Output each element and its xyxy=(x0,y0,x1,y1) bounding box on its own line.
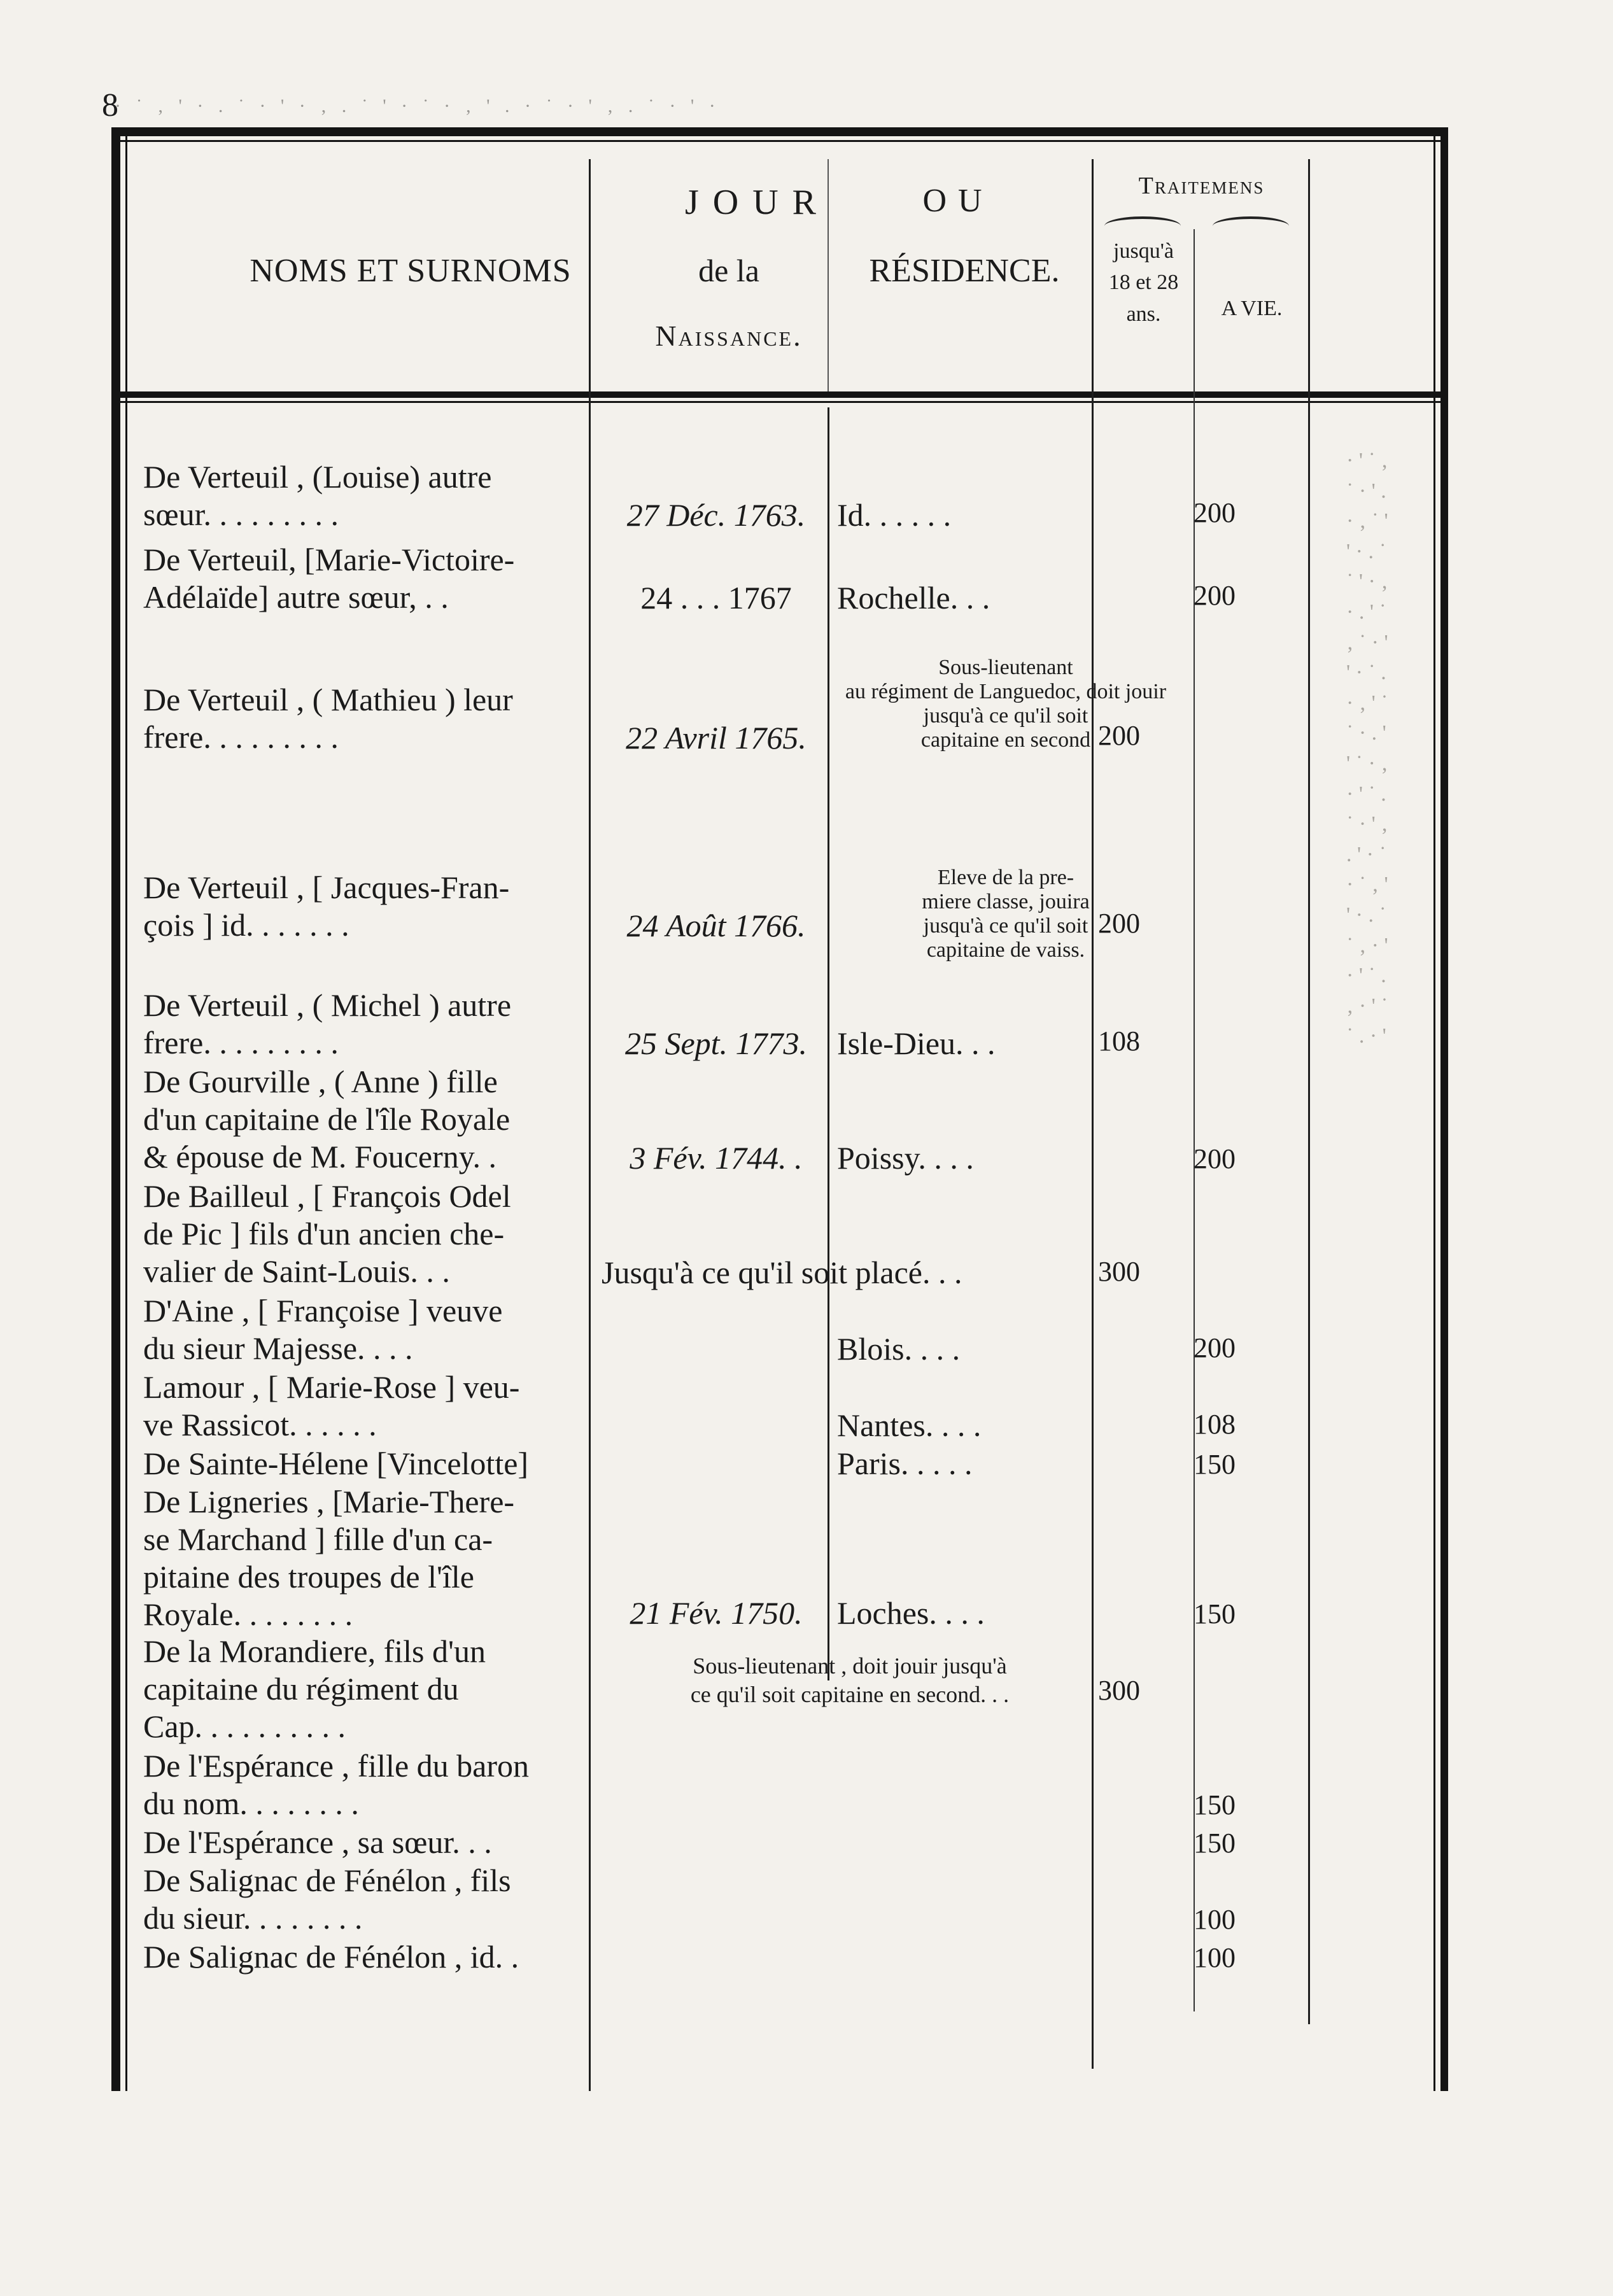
row-name: De l'Espérance , fille du baron du nom. . . . . . . . xyxy=(143,1748,529,1821)
row-date: 21 Fév. 1750. xyxy=(630,1595,803,1631)
row-residence: Isle-Dieu. . . xyxy=(837,1025,996,1061)
header-de-la: de la xyxy=(698,253,759,288)
row-pension-life: 150 xyxy=(1194,1449,1236,1480)
column-divider xyxy=(1092,159,1094,2069)
row-residence: Paris. . . . . xyxy=(837,1446,973,1481)
row-name: De Salignac de Fénélon , fils du sieur. . . . . . . . xyxy=(143,1863,511,1936)
row-name: De Verteuil , ( Mathieu ) leur frere. . . . . . . . . xyxy=(143,682,513,755)
brace-ornament xyxy=(1104,216,1181,236)
row-date: 24 Août 1766. xyxy=(626,908,806,943)
header-naissance: Naissance. xyxy=(655,320,803,352)
bleed-through-noise: · ' ˙ ‚ ˙ · ' . · ‚ ˙ ' ' · . ˙ ˙ ' · ‚ · . ' ˙ ‚ ˙ · ' ' · ˙ . · ‚ ' ˙ ˙ · . ' ' ˙ · ‚ · ' ˙ . ˙ · ' ‚ . ' · ˙ · ˙ ‚ ' ' · . ˙ ˙ ‚ · ' · ' ˙ . ‚ · ' ˙ ˙ . · ' xyxy=(1346,449,1388,1048)
frame-rule xyxy=(111,140,1448,142)
row-date: Jusqu'à ce qu'il soit placé. . . xyxy=(602,1255,962,1290)
row-pension-until: 108 xyxy=(1098,1025,1140,1057)
header-rule xyxy=(111,391,1448,398)
row-name: De Ligneries , [Marie-There- se Marchand ] fille d'un ca- pitaine des troupes de l'île Royale. . . . . . . . xyxy=(143,1484,515,1632)
row-name: De Verteuil , ( Michel ) autre frere. . . . . . . . . xyxy=(143,987,512,1060)
row-name: De Verteuil , [ Jacques-Fran- çois ] id. . . . . . . xyxy=(143,870,510,943)
header-residence: RÉSIDENCE. xyxy=(869,253,1060,289)
row-pension-life: 200 xyxy=(1194,1143,1236,1174)
row-name: D'Aine , [ Françoise ] veuve du sieur Majesse. . . . xyxy=(143,1293,503,1366)
row-date: 24 . . . 1767 xyxy=(640,580,792,616)
frame-rule xyxy=(111,127,1448,136)
row-pension-life: 100 xyxy=(1194,1904,1236,1935)
row-residence: Rochelle. . . xyxy=(837,580,990,616)
header-jusqua: jusqu'à 18 et 28 ans. xyxy=(1108,239,1179,326)
row-name: De Sainte-Hélene [Vincelotte] xyxy=(143,1446,529,1481)
row-residence: Id. . . . . . xyxy=(837,497,952,533)
row-name: De Gourville , ( Anne ) fille d'un capitaine de l'île Royale & épouse de M. Foucerny. . xyxy=(143,1064,511,1174)
register-table xyxy=(111,127,1448,2091)
row-pension-until: 200 xyxy=(1098,908,1140,939)
bleed-through-noise: · ˙ ‚ ' · . ˙ · ' · ‚ . ˙ ' · ˙ · ‚ ' . · ˙ · ' ‚ . ˙ · ' · xyxy=(115,95,721,116)
row-residence: Blois. . . . xyxy=(837,1331,961,1367)
row-pension-life: 150 xyxy=(1194,1598,1236,1630)
row-residence: Eleve de la pre- miere classe, jouira jusqu'à ce qu'il soit capitaine de vaiss. xyxy=(922,866,1090,962)
row-date: 27 Déc. 1763. xyxy=(626,497,806,533)
row-pension-life: 150 xyxy=(1194,1789,1236,1821)
row-pension-life: 150 xyxy=(1194,1828,1236,1859)
row-pension-life: 200 xyxy=(1194,580,1236,611)
frame-rule xyxy=(111,127,120,2091)
row-name: De la Morandiere, fils d'un capitaine du régiment du Cap. . . . . . . . . . xyxy=(143,1633,486,1744)
brace-ornament xyxy=(1213,216,1289,236)
row-pension-life: 100 xyxy=(1194,1942,1236,1973)
row-date: Sous-lieutenant , doit jouir jusqu'à ce qu'il soit capitaine en second. . . xyxy=(690,1653,1010,1707)
row-date: 22 Avril 1765. xyxy=(626,720,806,756)
row-name: De Salignac de Fénélon , id. . xyxy=(143,1939,519,1975)
row-name: De Verteuil , (Louise) autre sœur. . . . . . . . . xyxy=(143,459,492,532)
header-rule xyxy=(111,401,1448,403)
row-date: 25 Sept. 1773. xyxy=(624,1025,808,1061)
header-names: NOMS ET SURNOMS xyxy=(250,253,572,289)
page-number: 8 xyxy=(102,87,118,123)
header-jour: JOUR xyxy=(684,183,831,222)
row-residence: Loches. . . . xyxy=(837,1595,985,1631)
row-pension-until: 200 xyxy=(1098,720,1140,751)
row-pension-life: 200 xyxy=(1194,497,1236,528)
row-residence: Nantes. . . . xyxy=(837,1407,982,1443)
row-pension-life: 200 xyxy=(1194,1332,1236,1363)
header-traitemens: Traitemens xyxy=(1138,173,1265,199)
row-pension-until: 300 xyxy=(1098,1675,1140,1706)
row-pension-life: 108 xyxy=(1194,1409,1236,1440)
row-date: 3 Fév. 1744. . xyxy=(630,1140,803,1176)
row-residence: Sous-lieutenant au régiment de Languedoc, doit jouir jusqu'à ce qu'il soit capitaine en second xyxy=(845,656,1167,752)
header-ou: OU xyxy=(922,183,994,219)
frame-rule xyxy=(125,127,127,2091)
row-name: De Verteuil, [Marie-Victoire- Adélaïde] autre sœur, . . xyxy=(143,542,515,615)
row-name: De l'Espérance , sa sœur. . . xyxy=(143,1824,492,1860)
row-name: De Bailleul , [ François Odel de Pic ] fils d'un ancien che- valier de Saint-Louis. . . xyxy=(143,1178,511,1289)
column-divider xyxy=(1308,159,1310,2024)
header-a-vie: A VIE. xyxy=(1221,297,1283,320)
row-residence: Poissy. . . . xyxy=(837,1140,974,1176)
row-name: Lamour , [ Marie-Rose ] veu- ve Rassicot. . . . . . xyxy=(143,1369,520,1442)
row-pension-until: 300 xyxy=(1098,1256,1140,1287)
